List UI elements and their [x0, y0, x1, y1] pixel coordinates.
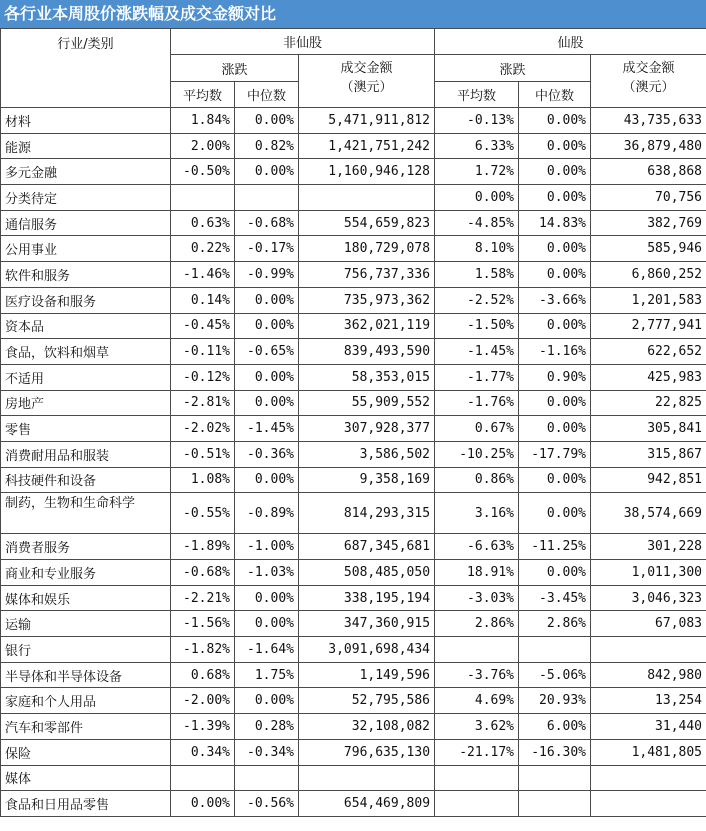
cell-non-penny-volume: 180,729,078 — [299, 236, 435, 262]
cell-category: 零售 — [1, 416, 171, 442]
header-penny-avg: 平均数 — [435, 82, 519, 108]
cell-penny-median: -3.66% — [519, 287, 591, 313]
cell-penny-volume — [591, 791, 706, 817]
cell-penny-median — [519, 765, 591, 791]
cell-non-penny-avg: 0.63% — [171, 210, 235, 236]
cell-non-penny-avg: -0.55% — [171, 493, 235, 534]
cell-penny-avg: -10.25% — [435, 441, 519, 467]
cell-non-penny-avg: -2.00% — [171, 688, 235, 714]
cell-non-penny-median: 0.00% — [235, 364, 299, 390]
header-non-penny-volume — [299, 55, 435, 108]
cell-penny-avg: -3.76% — [435, 662, 519, 688]
header-non-penny: 非仙股 — [171, 29, 435, 55]
cell-penny-median: 6.00% — [519, 714, 591, 740]
cell-penny-volume: 1,201,583 — [591, 287, 706, 313]
table-row — [1, 714, 706, 740]
cell-non-penny-volume: 554,659,823 — [299, 210, 435, 236]
cell-penny-avg — [435, 791, 519, 817]
cell-penny-volume: 43,735,633 — [591, 108, 706, 134]
cell-category: 消费耐用品和服装 — [1, 441, 171, 467]
cell-non-penny-volume: 1,421,751,242 — [299, 133, 435, 159]
cell-non-penny-volume: 796,635,130 — [299, 739, 435, 765]
cell-non-penny-median: 0.28% — [235, 714, 299, 740]
cell-penny-median — [519, 637, 591, 663]
table-row — [1, 493, 706, 534]
cell-penny-median: -1.16% — [519, 339, 591, 365]
cell-non-penny-volume: 3,586,502 — [299, 441, 435, 467]
table-row — [1, 662, 706, 688]
cell-category: 商业和专业服务 — [1, 560, 171, 586]
cell-non-penny-median: -0.65% — [235, 339, 299, 365]
cell-penny-volume: 38,574,669 — [591, 493, 706, 534]
cell-penny-median: -3.45% — [519, 585, 591, 611]
cell-penny-volume: 842,980 — [591, 662, 706, 688]
cell-penny-median: 0.00% — [519, 390, 591, 416]
cell-penny-avg: 0.86% — [435, 467, 519, 493]
cell-penny-median: 0.00% — [519, 236, 591, 262]
table-row — [1, 688, 706, 714]
cell-penny-volume: 638,868 — [591, 159, 706, 185]
cell-category: 不适用 — [1, 364, 171, 390]
cell-penny-volume: 6,860,252 — [591, 262, 706, 288]
cell-penny-volume: 22,825 — [591, 390, 706, 416]
table-row — [1, 236, 706, 262]
cell-penny-median: 20.93% — [519, 688, 591, 714]
cell-non-penny-volume: 1,160,946,128 — [299, 159, 435, 185]
cell-penny-avg: -2.52% — [435, 287, 519, 313]
cell-non-penny-volume: 55,909,552 — [299, 390, 435, 416]
cell-category: 制药，生物和生命科学 — [1, 493, 171, 534]
cell-non-penny-avg — [171, 765, 235, 791]
cell-non-penny-volume: 307,928,377 — [299, 416, 435, 442]
cell-penny-avg — [435, 765, 519, 791]
cell-penny-avg: 3.62% — [435, 714, 519, 740]
cell-penny-avg: 4.69% — [435, 688, 519, 714]
table-row — [1, 262, 706, 288]
cell-penny-volume: 301,228 — [591, 534, 706, 560]
cell-category: 保险 — [1, 739, 171, 765]
cell-penny-avg — [435, 637, 519, 663]
cell-non-penny-avg: -1.56% — [171, 611, 235, 637]
cell-non-penny-median — [235, 765, 299, 791]
cell-category: 资本品 — [1, 313, 171, 339]
table-row — [1, 313, 706, 339]
cell-penny-median: 0.00% — [519, 416, 591, 442]
cell-penny-volume — [591, 637, 706, 663]
cell-penny-volume: 942,851 — [591, 467, 706, 493]
cell-non-penny-volume: 508,485,050 — [299, 560, 435, 586]
cell-penny-median: 0.00% — [519, 185, 591, 211]
cell-category: 食品，饮料和烟草 — [1, 339, 171, 365]
header-non-penny-volume-line2: （澳元） — [340, 80, 393, 95]
cell-non-penny-median: 1.75% — [235, 662, 299, 688]
cell-penny-avg: -1.76% — [435, 390, 519, 416]
table-row — [1, 159, 706, 185]
cell-non-penny-avg: 1.84% — [171, 108, 235, 134]
table-row — [1, 339, 706, 365]
cell-non-penny-avg: 0.34% — [171, 739, 235, 765]
cell-penny-median: 0.00% — [519, 159, 591, 185]
cell-penny-median: 0.00% — [519, 262, 591, 288]
cell-penny-avg: -3.03% — [435, 585, 519, 611]
cell-penny-avg: 18.91% — [435, 560, 519, 586]
cell-non-penny-volume: 362,021,119 — [299, 313, 435, 339]
cell-penny-median: 0.00% — [519, 313, 591, 339]
cell-category: 分类待定 — [1, 185, 171, 211]
table-header — [1, 29, 706, 108]
cell-non-penny-median: 0.00% — [235, 688, 299, 714]
cell-non-penny-avg: -0.12% — [171, 364, 235, 390]
cell-penny-volume: 2,777,941 — [591, 313, 706, 339]
cell-penny-volume: 67,083 — [591, 611, 706, 637]
cell-penny-median — [519, 791, 591, 817]
cell-non-penny-volume: 338,195,194 — [299, 585, 435, 611]
cell-penny-avg: -0.13% — [435, 108, 519, 134]
cell-non-penny-median: -0.36% — [235, 441, 299, 467]
table-row — [1, 108, 706, 134]
header-non-penny-change: 涨跌 — [171, 55, 299, 82]
cell-penny-avg: 1.58% — [435, 262, 519, 288]
table-row — [1, 534, 706, 560]
cell-penny-avg: -6.63% — [435, 534, 519, 560]
cell-non-penny-avg — [171, 185, 235, 211]
cell-non-penny-avg: 0.68% — [171, 662, 235, 688]
cell-penny-avg: 0.00% — [435, 185, 519, 211]
cell-penny-volume: 1,011,300 — [591, 560, 706, 586]
cell-non-penny-avg: -2.81% — [171, 390, 235, 416]
cell-non-penny-volume: 687,345,681 — [299, 534, 435, 560]
table-body — [1, 108, 706, 817]
cell-penny-avg: 2.86% — [435, 611, 519, 637]
cell-non-penny-volume: 756,737,336 — [299, 262, 435, 288]
cell-penny-median: 0.00% — [519, 133, 591, 159]
cell-category: 消费者服务 — [1, 534, 171, 560]
cell-category: 材料 — [1, 108, 171, 134]
cell-non-penny-volume: 347,360,915 — [299, 611, 435, 637]
cell-penny-volume: 1,481,805 — [591, 739, 706, 765]
cell-penny-volume: 70,756 — [591, 185, 706, 211]
cell-penny-avg: -4.85% — [435, 210, 519, 236]
cell-category: 软件和服务 — [1, 262, 171, 288]
cell-non-penny-avg: -0.11% — [171, 339, 235, 365]
cell-penny-avg: 3.16% — [435, 493, 519, 534]
cell-penny-median: 14.83% — [519, 210, 591, 236]
cell-penny-median: 0.00% — [519, 560, 591, 586]
cell-penny-median: 0.00% — [519, 493, 591, 534]
cell-penny-volume: 13,254 — [591, 688, 706, 714]
cell-non-penny-median: -0.68% — [235, 210, 299, 236]
table-row — [1, 364, 706, 390]
cell-category: 食品和日用品零售 — [1, 791, 171, 817]
cell-penny-avg: 0.67% — [435, 416, 519, 442]
cell-non-penny-avg: 2.00% — [171, 133, 235, 159]
cell-non-penny-avg: -0.50% — [171, 159, 235, 185]
cell-non-penny-median: 0.00% — [235, 585, 299, 611]
table-row — [1, 585, 706, 611]
cell-non-penny-avg: 0.00% — [171, 791, 235, 817]
table-row — [1, 287, 706, 313]
cell-non-penny-volume: 1,149,596 — [299, 662, 435, 688]
cell-penny-median: -17.79% — [519, 441, 591, 467]
cell-non-penny-avg: -0.68% — [171, 560, 235, 586]
cell-non-penny-avg: -1.82% — [171, 637, 235, 663]
cell-non-penny-avg: -2.21% — [171, 585, 235, 611]
cell-penny-median: 0.90% — [519, 364, 591, 390]
cell-non-penny-volume — [299, 185, 435, 211]
header-penny-median: 中位数 — [519, 82, 591, 108]
header-category: 行业/类别 — [1, 29, 171, 108]
cell-category: 媒体和娱乐 — [1, 585, 171, 611]
cell-non-penny-volume: 814,293,315 — [299, 493, 435, 534]
cell-non-penny-volume: 3,091,698,434 — [299, 637, 435, 663]
header-non-penny-median: 中位数 — [235, 82, 299, 108]
cell-category: 科技硬件和设备 — [1, 467, 171, 493]
cell-penny-median: -11.25% — [519, 534, 591, 560]
table-row — [1, 416, 706, 442]
cell-non-penny-median: 0.00% — [235, 313, 299, 339]
cell-non-penny-median: -0.17% — [235, 236, 299, 262]
header-penny-volume-line1: 成交金额 — [622, 61, 675, 76]
cell-penny-avg: -1.45% — [435, 339, 519, 365]
table-row — [1, 390, 706, 416]
cell-category: 汽车和零部件 — [1, 714, 171, 740]
table-row — [1, 441, 706, 467]
cell-non-penny-median: 0.82% — [235, 133, 299, 159]
cell-non-penny-median: 0.00% — [235, 287, 299, 313]
cell-category: 运输 — [1, 611, 171, 637]
cell-penny-avg: -1.50% — [435, 313, 519, 339]
cell-non-penny-volume: 32,108,082 — [299, 714, 435, 740]
cell-non-penny-volume: 9,358,169 — [299, 467, 435, 493]
table-row — [1, 611, 706, 637]
header-non-penny-volume-line1: 成交金额 — [340, 61, 393, 76]
table-row — [1, 133, 706, 159]
cell-category: 半导体和半导体设备 — [1, 662, 171, 688]
table-row — [1, 560, 706, 586]
cell-non-penny-median: -1.03% — [235, 560, 299, 586]
cell-penny-volume: 31,440 — [591, 714, 706, 740]
cell-non-penny-median: 0.00% — [235, 108, 299, 134]
cell-category: 家庭和个人用品 — [1, 688, 171, 714]
cell-non-penny-volume: 52,795,586 — [299, 688, 435, 714]
header-penny-change: 涨跌 — [435, 55, 591, 82]
cell-penny-volume: 382,769 — [591, 210, 706, 236]
cell-penny-avg: 8.10% — [435, 236, 519, 262]
cell-non-penny-median: -0.34% — [235, 739, 299, 765]
header-penny-volume-line2: （澳元） — [622, 80, 675, 95]
cell-non-penny-median: -0.56% — [235, 791, 299, 817]
cell-penny-avg: -1.77% — [435, 364, 519, 390]
cell-penny-avg: 6.33% — [435, 133, 519, 159]
cell-penny-volume: 315,867 — [591, 441, 706, 467]
table-row — [1, 210, 706, 236]
cell-non-penny-median: 0.00% — [235, 159, 299, 185]
cell-non-penny-avg: 0.22% — [171, 236, 235, 262]
header-non-penny-avg: 平均数 — [171, 82, 235, 108]
cell-non-penny-avg: -0.45% — [171, 313, 235, 339]
cell-non-penny-median: -1.00% — [235, 534, 299, 560]
cell-category: 多元金融 — [1, 159, 171, 185]
cell-penny-median: -5.06% — [519, 662, 591, 688]
cell-non-penny-volume: 735,973,362 — [299, 287, 435, 313]
cell-non-penny-median: -0.89% — [235, 493, 299, 534]
table-row — [1, 765, 706, 791]
cell-non-penny-avg: -0.51% — [171, 441, 235, 467]
cell-non-penny-volume: 654,469,809 — [299, 791, 435, 817]
header-penny-volume — [591, 55, 706, 108]
cell-category: 能源 — [1, 133, 171, 159]
cell-penny-volume: 305,841 — [591, 416, 706, 442]
cell-non-penny-volume: 5,471,911,812 — [299, 108, 435, 134]
header-penny: 仙股 — [435, 29, 706, 55]
sector-performance-table — [0, 28, 706, 817]
cell-non-penny-avg: 0.14% — [171, 287, 235, 313]
table-title: 各行业本周股价涨跌幅及成交金额对比 — [0, 0, 706, 28]
table-row — [1, 791, 706, 817]
cell-penny-volume: 36,879,480 — [591, 133, 706, 159]
cell-penny-median: 0.00% — [519, 108, 591, 134]
cell-non-penny-avg: -1.39% — [171, 714, 235, 740]
cell-penny-volume: 3,046,323 — [591, 585, 706, 611]
cell-penny-avg: -21.17% — [435, 739, 519, 765]
cell-penny-median: 2.86% — [519, 611, 591, 637]
cell-non-penny-volume: 58,353,015 — [299, 364, 435, 390]
cell-category: 媒体 — [1, 765, 171, 791]
cell-category: 医疗设备和服务 — [1, 287, 171, 313]
cell-non-penny-median: 0.00% — [235, 390, 299, 416]
cell-penny-volume: 585,946 — [591, 236, 706, 262]
cell-category: 公用事业 — [1, 236, 171, 262]
cell-penny-volume — [591, 765, 706, 791]
table-row — [1, 637, 706, 663]
table-row — [1, 739, 706, 765]
cell-penny-volume: 425,983 — [591, 364, 706, 390]
cell-penny-median: 0.00% — [519, 467, 591, 493]
table-row — [1, 185, 706, 211]
cell-non-penny-median: -1.64% — [235, 637, 299, 663]
cell-penny-median: -16.30% — [519, 739, 591, 765]
cell-penny-avg: 1.72% — [435, 159, 519, 185]
cell-non-penny-median: 0.00% — [235, 611, 299, 637]
cell-non-penny-avg: -1.89% — [171, 534, 235, 560]
cell-category: 房地产 — [1, 390, 171, 416]
table-row — [1, 467, 706, 493]
cell-category: 通信服务 — [1, 210, 171, 236]
cell-non-penny-avg: 1.08% — [171, 467, 235, 493]
cell-penny-volume: 622,652 — [591, 339, 706, 365]
cell-non-penny-avg: -2.02% — [171, 416, 235, 442]
cell-non-penny-avg: -1.46% — [171, 262, 235, 288]
cell-non-penny-median: 0.00% — [235, 467, 299, 493]
cell-non-penny-median — [235, 185, 299, 211]
cell-non-penny-volume: 839,493,590 — [299, 339, 435, 365]
cell-non-penny-median: -1.45% — [235, 416, 299, 442]
cell-category: 银行 — [1, 637, 171, 663]
cell-non-penny-median: -0.99% — [235, 262, 299, 288]
cell-non-penny-volume — [299, 765, 435, 791]
